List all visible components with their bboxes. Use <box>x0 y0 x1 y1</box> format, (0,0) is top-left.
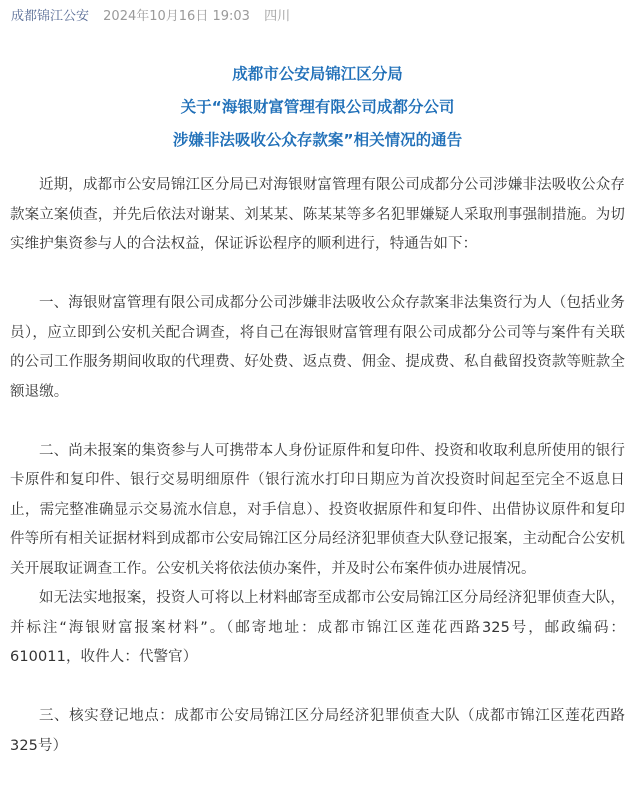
item-2-mail-paragraph: 如无法实地报案，投资人可将以上材料邮寄至成都市公安局锦江区分局经济犯罪侦查大队，并标注“海银财富报案材料”。（邮寄地址：成都市锦江区莲花西路325号，邮政编码：610011，收件人：代警官） <box>10 590 625 665</box>
paragraph-spacer <box>10 260 625 290</box>
item-2-paragraph: 二、尚未报案的集资参与人可携带本人身份证原件和复印件、投资和收取利息所使用的银行卡原件和复印件、银行交易明细原件（银行流水打印日期应为首次投资时间起至完全不返息日止，需完整准确显示交易流水信息，对手信息）、投资收据原件和复印件、出借协议原件和复印件等所有相关证据材料到成都市公安局锦江区分局经济犯罪侦查大队登记报案，主动配合公安机关开展取证调查工作。公安机关将依法侦办案件，并及时公布案件侦办进展情况。 <box>10 442 625 577</box>
notice-body <box>10 171 625 761</box>
article-meta <box>11 8 300 26</box>
paragraph-spacer <box>10 407 625 437</box>
intro-paragraph: 近期，成都市公安局锦江区分局已对海银财富管理有限公司成都分公司涉嫌非法吸收公众存款案立案侦查，并先后依法对谢某、刘某某、陈某某等多名犯罪嫌疑人采取刑事强制措施。为切实维护集资参与人的合法权益，保证诉讼程序的顺利进行，特通告如下： <box>10 177 625 252</box>
publish-region: 四川 <box>264 9 291 24</box>
paragraph-spacer <box>10 673 625 703</box>
title-line-1: 成都市公安局锦江区分局 <box>232 65 403 83</box>
title-line-3: 涉嫌非法吸收公众存款案”相关情况的通告 <box>172 131 463 149</box>
notice-title <box>0 58 635 157</box>
publish-date: 2024年10月16日 19:03 <box>103 9 250 24</box>
account-name-link[interactable]: 成都锦江公安 <box>11 9 90 24</box>
title-line-2: 关于“海银财富管理有限公司成都分公司 <box>180 98 455 116</box>
item-3-paragraph: 三、核实登记地点：成都市公安局锦江区分局经济犯罪侦查大队（成都市锦江区莲花西路325号） <box>10 708 625 754</box>
item-1-paragraph: 一、海银财富管理有限公司成都分公司涉嫌非法吸收公众存款案非法集资行为人（包括业务员），应立即到公安机关配合调查，将自己在海银财富管理有限公司成都分公司等与案件有关联的公司工作服务期间收取的代理费、好处费、返点费、佣金、提成费、私自截留投资款等赃款全额退缴。 <box>10 295 625 400</box>
